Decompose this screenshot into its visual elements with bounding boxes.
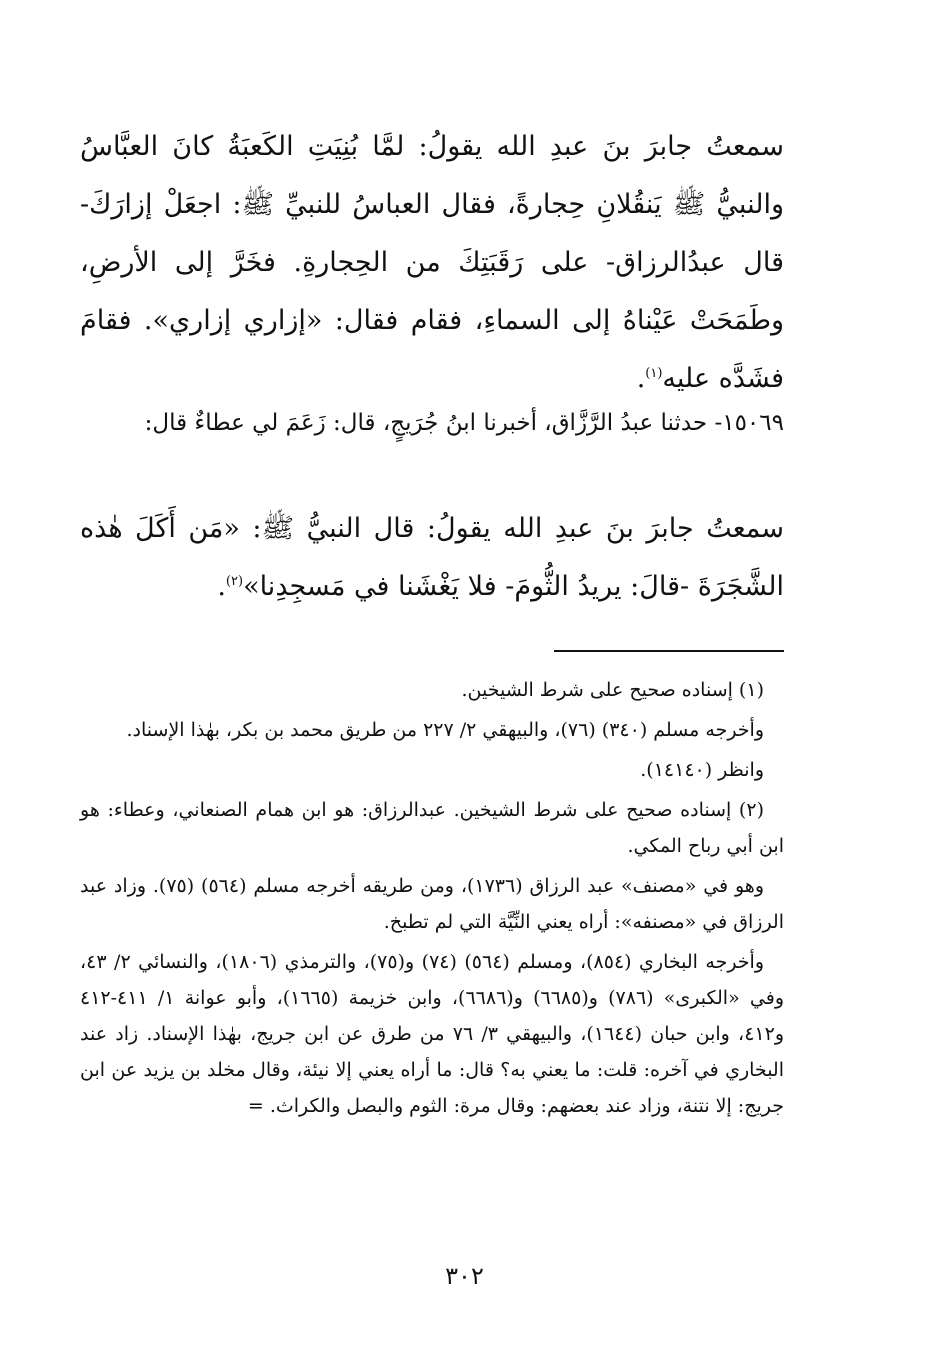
page-number: ٣٠٢: [445, 1262, 484, 1290]
hadith-15069-matn: [80, 500, 784, 616]
hadith-continuation: [80, 118, 784, 408]
hadith-text-end: .: [636, 363, 646, 394]
footnote-marker-1: (١): [645, 366, 663, 381]
hadith-text: [80, 118, 784, 408]
footnote-2-line-3: وأخرجه البخاري (٨٥٤)، ومسلم (٥٦٤) (٧٤) و(٧٥)، والترمذي (١٨٠٦)، والنسائي ٢/ ٤٣، وفي «الكبرى» (٧٨٦) و(٦٦٨٥) و(٦٦٨٦)، وابن خزيمة (١٦٦٥)، وأبو عوانة ١/ ٤١١-٤١٢ و٤١٢، وابن حبان (١٦٤٤)، والبيهقي ٣/ ٧٦ من طرق عن ابن جريج، بهٰذا الإسناد. زاد عند البخاري في آخره: قلت: ما يعني به؟ قال: ما أراه يعني إلا نيئة، وقال مخلد بن يزيد عن ابن جريج: إلا نتنة، وزاد عند بعضهم: وقال مرة: الثوم والبصل والكراث. =: [80, 951, 784, 1117]
footnote-separator: [554, 650, 784, 652]
matn-text: [80, 500, 784, 616]
footnote-1-line-1: (١) إسناده صحيح على شرط الشيخين.: [461, 679, 764, 701]
hadith-text-body: سمعتُ جابرَ بنَ عبدِ الله يقولُ: لمَّا بُنِيَتِ الكَعبَةُ كانَ العبَّاسُ والنبيُّ ﷺ يَنقُلانِ حِجارةً، فقال العباسُ للنبيِّ ﷺ: اجعَلْ إزارَكَ- قال عبدُالرزاق- على رَقَبَتِكَ من الحِجارةِ. فخَرَّ إلى الأرضِ، وطَمَحَتْ عَيْناهُ إلى السماءِ، فقام فقال: «إزاري إزاري». فقامَ فشَدَّه عليه: [80, 131, 784, 394]
matn-text-body: سمعتُ جابرَ بنَ عبدِ الله يقولُ: قال النبيُّ ﷺ: «مَن أَكَلَ هٰذه الشَّجَرَةَ -قالَ: يريدُ الثُّومَ- فلا يَغْشَنا في مَسجِدِنا»: [80, 513, 784, 602]
footnotes: [80, 672, 784, 1128]
footnote-2-line-2: وهو في «مصنف» عبد الرزاق (١٧٣٦)، ومن طريقه أخرجه مسلم (٥٦٤) (٧٥). وزاد عبد الرزاق في «مصنفه»: أراه يعني النِّيَّة التي لم تطبخ.: [80, 875, 784, 933]
footnote-2-line-1: (٢) إسناده صحيح على شرط الشيخين. عبدالرزاق: هو ابن همام الصنعاني، وعطاء: هو ابن أبي رباح المكي.: [80, 799, 784, 857]
isnad-text: ١٥٠٦٩- حدثنا عبدُ الرَّزَّاق، أخبرنا ابنُ جُرَيجٍ، قال: زَعَمَ لي عطاءٌ قال:: [144, 410, 784, 436]
footnote-1-line-2: وأخرجه مسلم (٣٤٠) (٧٦)، والبيهقي ٢/ ٢٢٧ من طريق محمد بن بكر، بهٰذا الإسناد.: [126, 719, 764, 741]
hadith-15069-isnad: [80, 403, 784, 443]
footnote-marker-2: (٢): [225, 574, 244, 589]
footnote-1-line-3: وانظر (١٤١٤٠).: [640, 759, 764, 781]
matn-text-end: .: [217, 571, 226, 602]
